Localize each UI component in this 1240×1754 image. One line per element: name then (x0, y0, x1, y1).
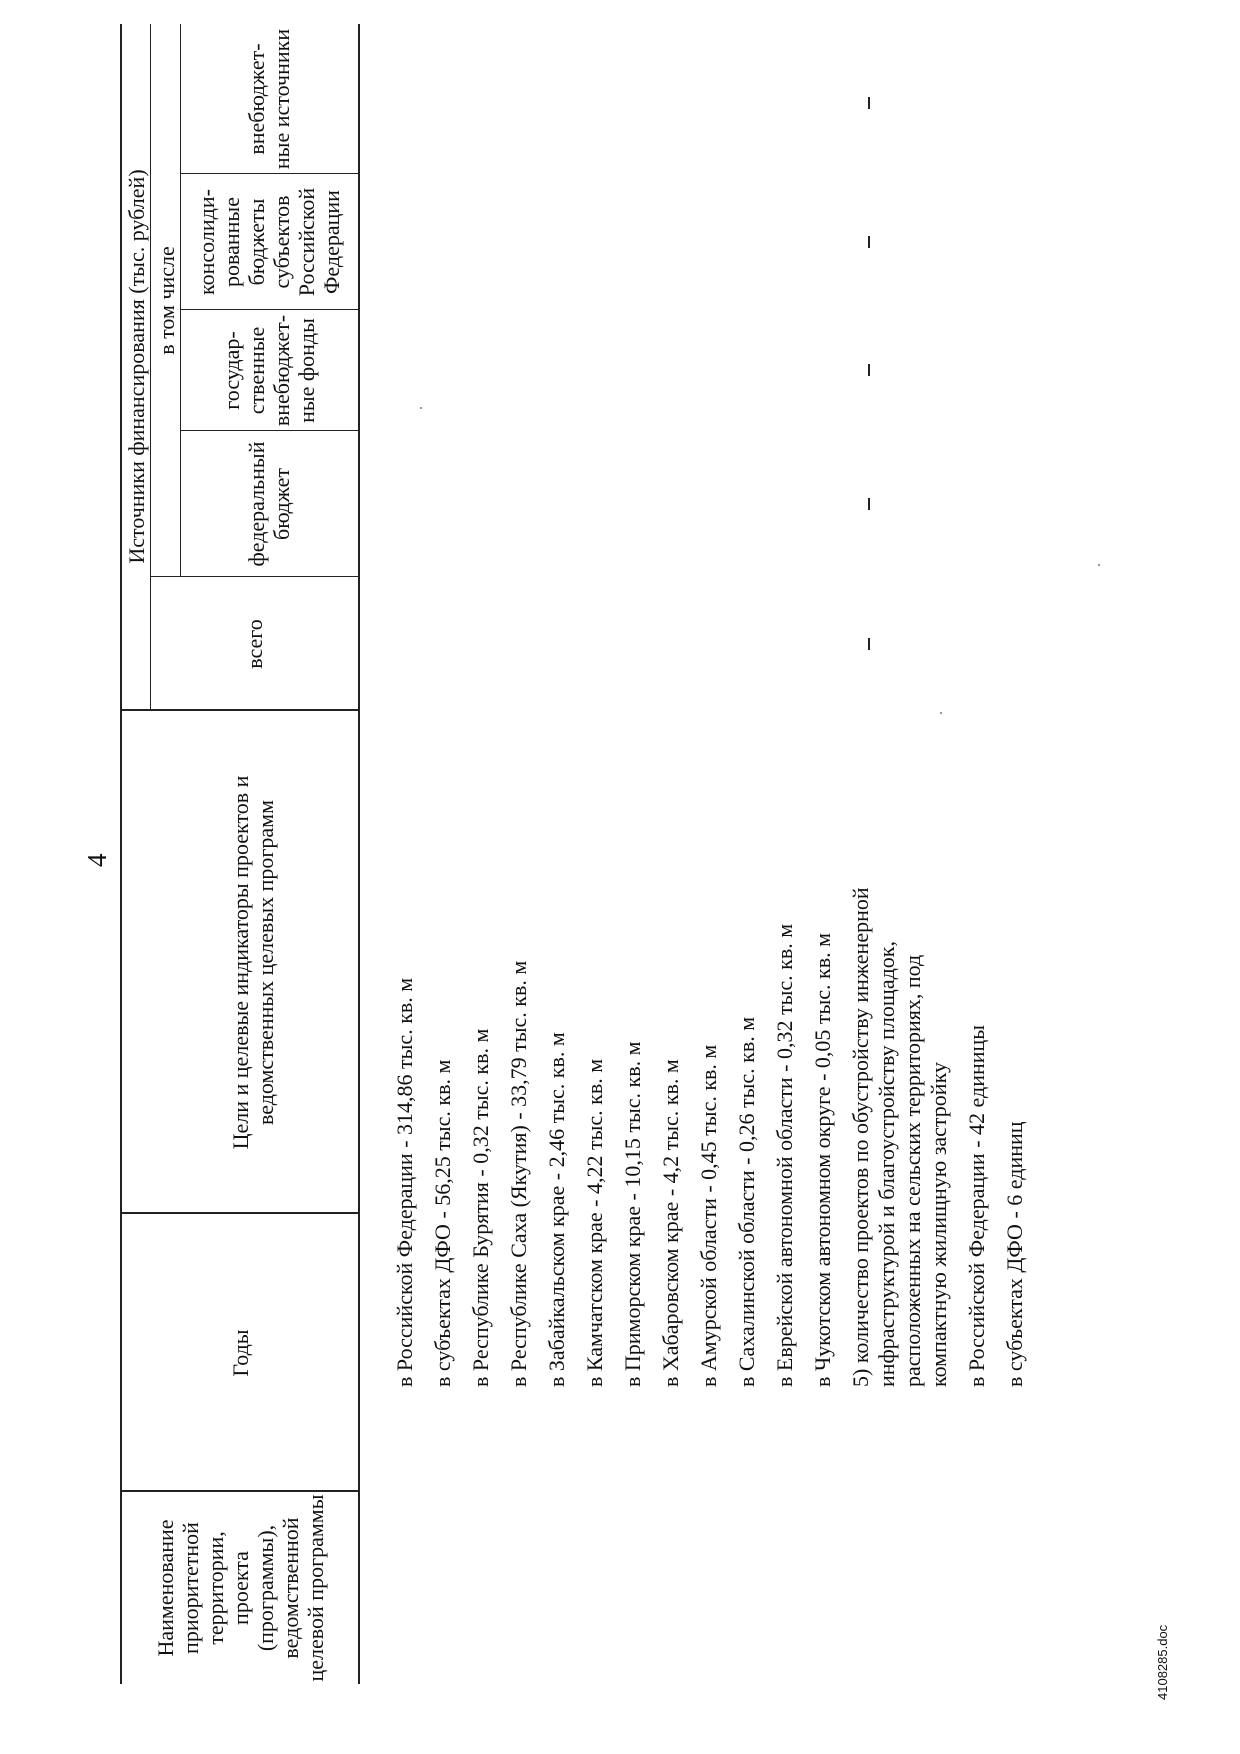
list-item: в Республике Бурятия - 0,32 тыс. кв. м (468, 1028, 493, 1387)
list-item: в Камчатском крае - 4,22 тыс. кв. м (582, 1058, 607, 1387)
list-item: в Амурской области - 0,45 тыс. кв. м (696, 1044, 721, 1387)
list-item: в Приморском крае - 10,15 тыс. кв. м (620, 1041, 645, 1387)
header-state-funds: государ-ственные внебюджет-ные фонды (219, 314, 319, 427)
list-item: в Российской Федерации - 314,86 тыс. кв. м (392, 977, 417, 1387)
list-item: в Еврейской автономной области - 0,32 тыс. кв. м (772, 923, 797, 1387)
column-divider (120, 1212, 358, 1214)
column-divider (180, 173, 358, 174)
value-dash (868, 236, 870, 248)
column-divider (180, 309, 358, 310)
header-financing: Источники финансирования (тыс. рублей) (123, 169, 149, 564)
column-divider (150, 576, 358, 577)
list-item: в Хабаровском крае - 4,2 тыс. кв. м (658, 1059, 683, 1387)
value-dash (868, 364, 870, 376)
header-federal: федеральный бюджет (244, 441, 294, 567)
column-divider (120, 709, 358, 711)
value-dash (868, 638, 870, 650)
indicator-list (392, 487, 1040, 1387)
financing-divider (150, 24, 151, 711)
value-dash (868, 498, 870, 510)
list-item: в субъектах ДФО - 6 единиц (1002, 1121, 1027, 1387)
header-goals: Цели и целевые индикаторы проектов и ведомственных целевых программ (228, 775, 278, 1150)
header-extrabudget: внебюджет-ные источники (244, 28, 294, 170)
document-id: 4108285.doc (1155, 1624, 1170, 1700)
list-item: в субъектах ДФО - 56,25 тыс. кв. м (430, 1059, 455, 1387)
scan-speck (1098, 564, 1100, 566)
scan-speck (420, 407, 422, 409)
page-number: 4 (82, 853, 112, 867)
header-total: всего (241, 619, 267, 669)
list-item: в Республике Саха (Якутия) - 33,79 тыс. кв. м (506, 960, 531, 1387)
header-including: в том числе (153, 246, 179, 355)
list-item: в Чукотском автономном округе - 0,05 тыс. кв. м (810, 932, 835, 1387)
value-dash (868, 97, 870, 109)
list-item: в Сахалинской области - 0,26 тыс. кв. м (734, 1016, 759, 1387)
list-item: 5) количество проектов по обустройству инженерной инфраструктурой и благоустройству площадок, расположенных на сельских территориях, под компактную жилищную застройку (848, 887, 951, 1387)
column-divider (180, 430, 358, 431)
header-years: Годы (227, 1329, 253, 1377)
table-header-bottom-border (358, 24, 360, 1684)
column-divider (120, 1490, 358, 1492)
header-regional: консолиди-рованные бюджеты субъектов Российской Федерации (194, 187, 344, 297)
list-item: в Забайкальском крае - 2,46 тыс. кв. м (544, 1032, 569, 1387)
including-divider (180, 24, 181, 577)
scan-speck (940, 712, 942, 714)
list-item: в Российской Федерации - 42 единицы (964, 1024, 989, 1387)
header-name: Наименование приоритетной территории, проекта (программы), ведомственной целевой программы (152, 1494, 328, 1682)
